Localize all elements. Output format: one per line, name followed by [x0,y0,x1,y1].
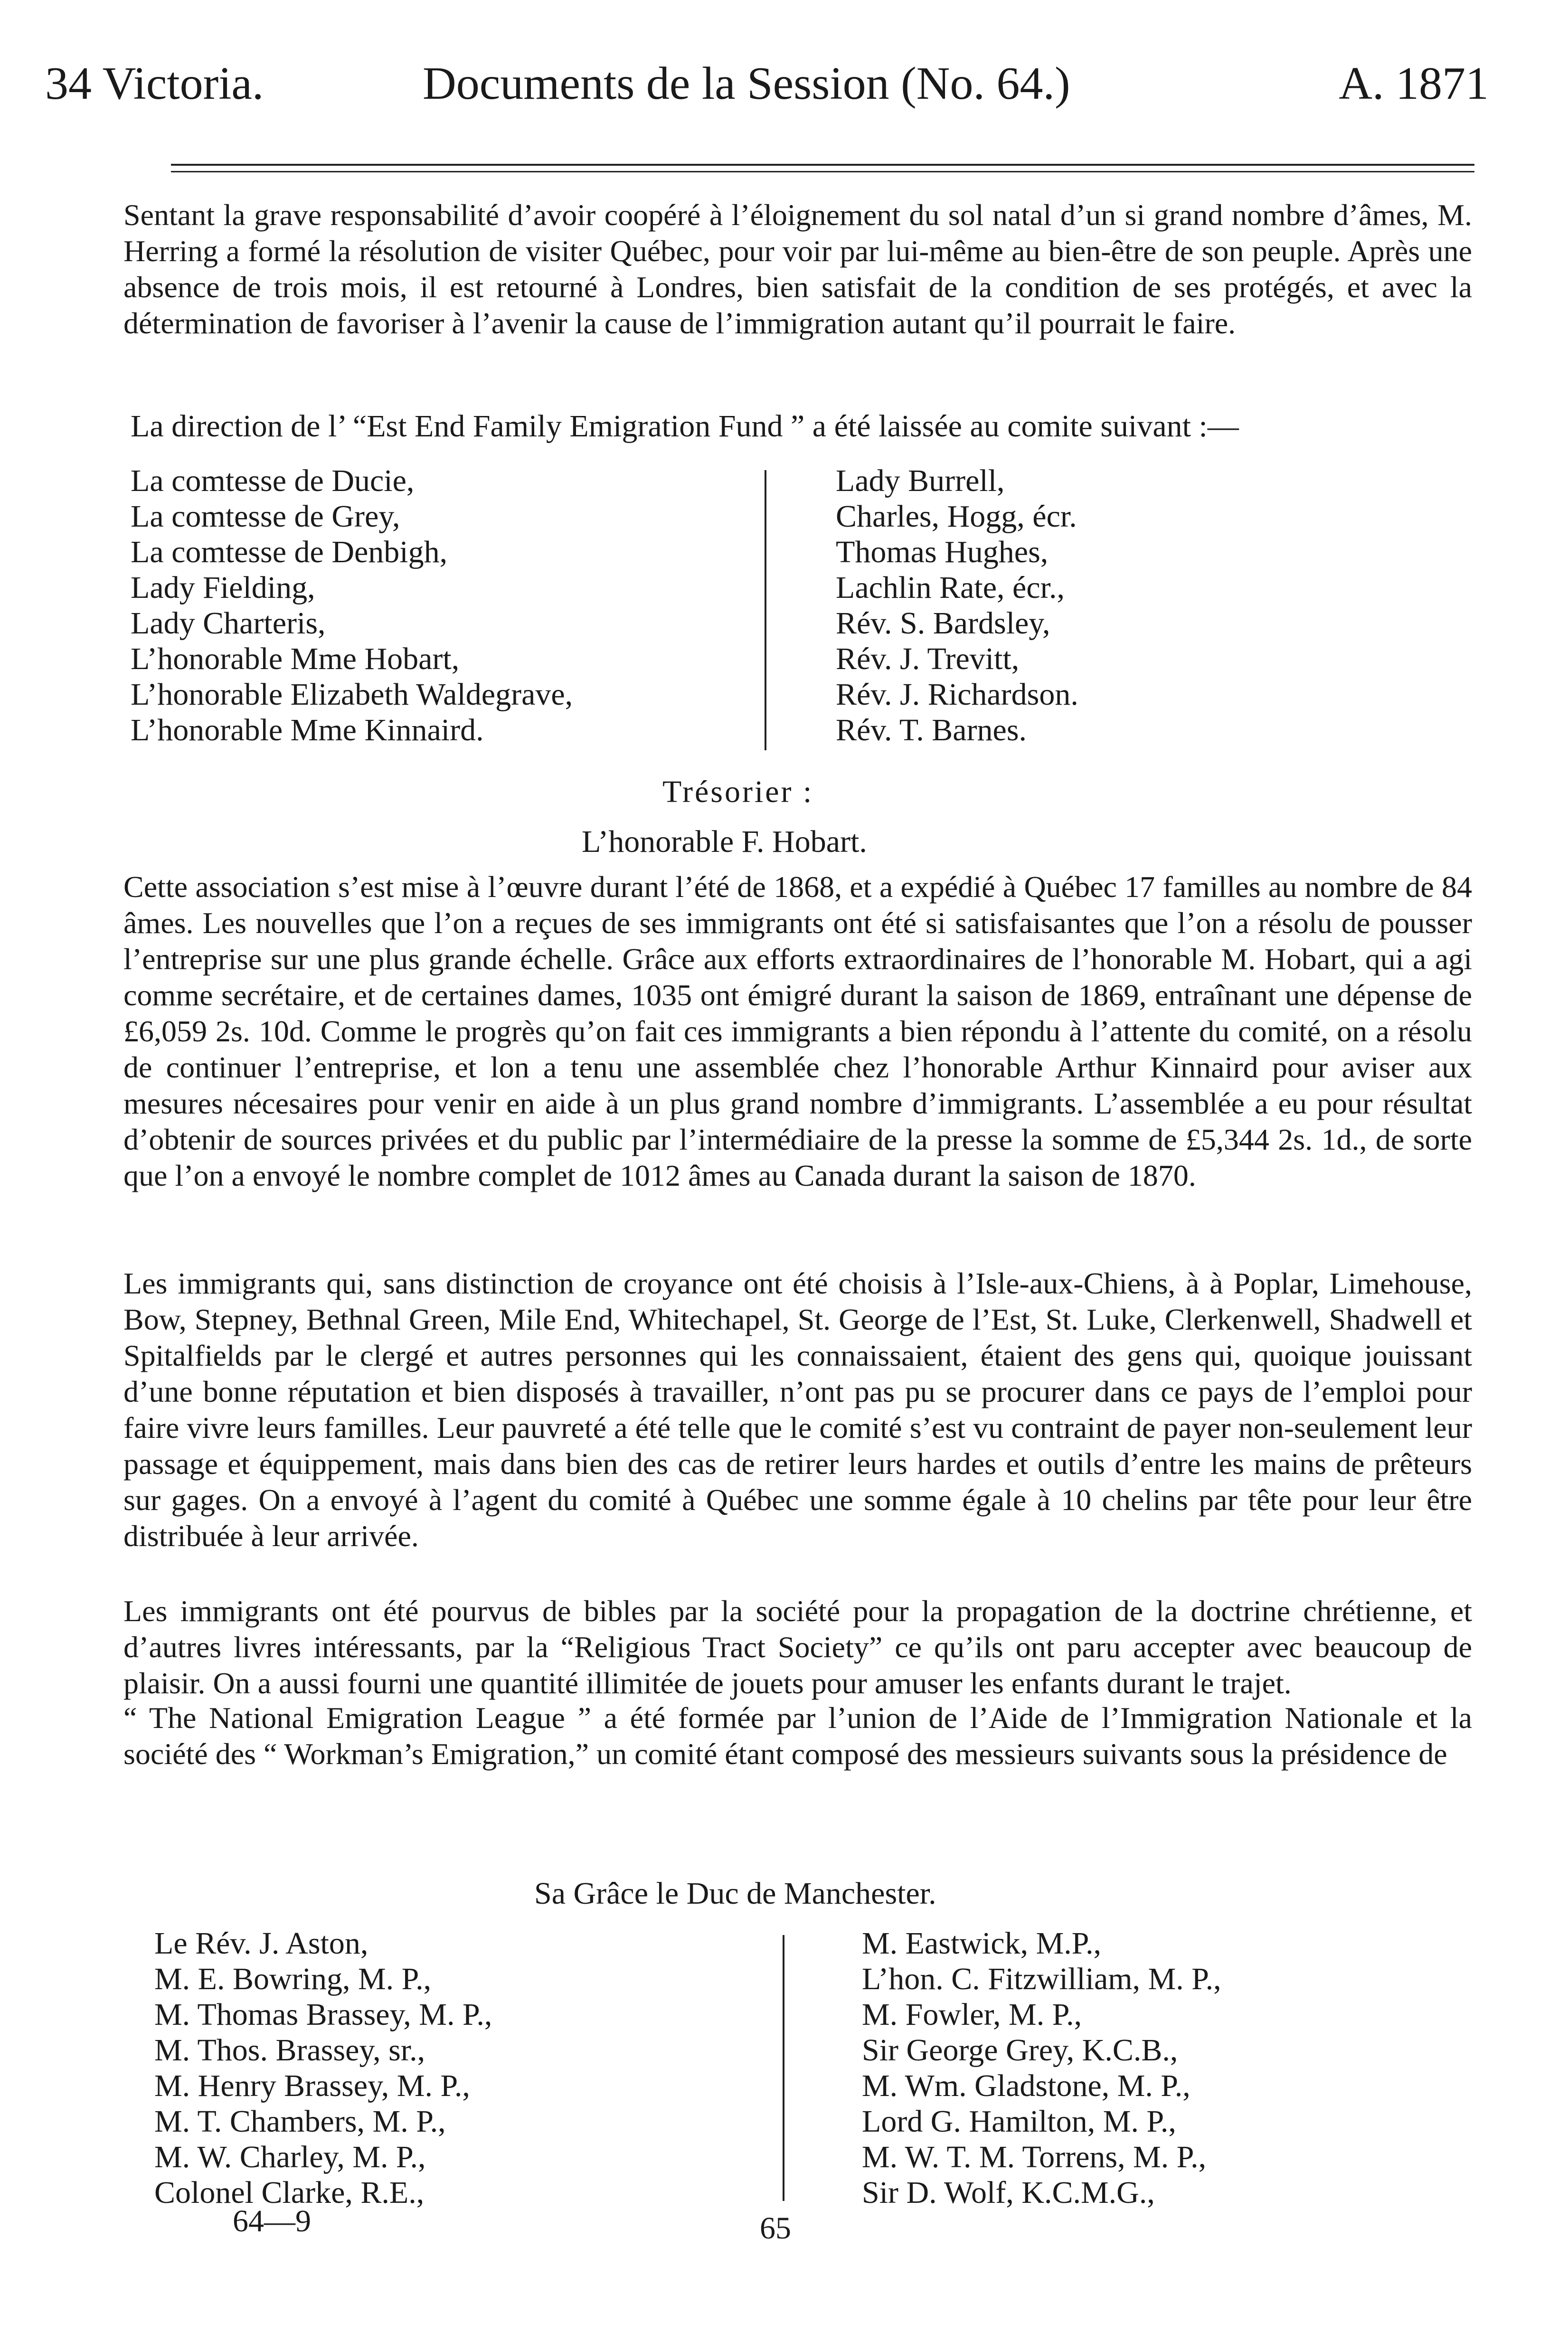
committee-intro: La direction de l’ “Est End Family Emigration Fund ” a été laissée au comite suivant :— [131,409,1239,444]
list-item: M. Wm. Gladstone, M. P., [862,2068,1190,2103]
president-line: Sa Grâce le Duc de Manchester. [534,1876,936,1911]
signature-code: 64—9 [233,2204,311,2238]
header-title: Documents de la Session (No. 64.) [423,58,1070,109]
header-left: 34 Victoria. [45,58,264,109]
list-item: Lord G. Hamilton, M. P., [862,2104,1176,2139]
league-right-list [862,1926,1221,2210]
list-item: M. T. Chambers, M. P., [154,2104,446,2139]
list-item: Lady Fielding, [131,570,315,605]
paragraph-bibles: Les immigrants ont été pourvus de bibles par la société pour la propagation de la doctrine chrétienne, et d’autres livres intéressants, par la “Religious Tract Society” ce qu’ils ont paru accepter avec beaucoup de plaisir. On a aussi fourni une quantité illimitée de jouets pour amuser les enfants durant le trajet. [123,1594,1472,1700]
paragraph-immigrants: Les immigrants qui, sans distinction de croyance ont été choisis à l’Isle-aux-Chiens, à à Poplar, Limehouse, Bow, Stepney, Bethnal Green, Mile End, Whitechapel, St. George de l’Est, St. Luke, Clerkenwell, Shadwell et Spitalfields par le clergé et autres personnes qui les connaissaient, étaient des gens qui, quoique jouissant d’une bonne réputation et bien disposés à travailler, n’ont pas pu se procurer dans ce pays de l’emploi pour faire vivre leurs familles. Leur pauvreté a été telle que le comité s’est vu contraint de payer non-seulement leur passage et équippement, mais dans bien des cas de retirer leurs hardes et outils d’entre les mains de prêteurs sur gages. On a envoyé à l’agent du comité à Québec une somme égale à 10 chelins par tête pour leur être distribuée à leur arrivée. [123,1266,1472,1553]
column-divider [765,470,766,750]
list-item: La comtesse de Grey, [131,499,400,534]
list-item: M. E. Bowring, M. P., [154,1962,432,1996]
list-item: Charles, Hogg, écr. [836,499,1077,534]
list-item: Le Rév. J. Aston, [154,1926,368,1961]
list-item: La comtesse de Denbigh, [131,535,448,569]
list-item: M. Fowler, M. P., [862,1997,1082,2032]
header-year: A. 1871 [1339,58,1489,109]
list-item: Lachlin Rate, écr., [836,570,1065,605]
committee-right-list [836,463,1078,748]
list-item: M. Eastwick, M.P., [862,1926,1102,1961]
list-item: La comtesse de Ducie, [131,463,415,498]
list-item: L’honorable Mme Kinnaird. [131,713,484,747]
page-header [45,57,1489,123]
treasurer-name: L’honorable F. Hobart. [582,824,867,859]
league-left-list [154,1926,492,2210]
list-item: Rév. J. Trevitt, [836,642,1020,676]
list-item: M. Henry Brassey, M. P., [154,2068,470,2103]
page-number: 65 [760,2211,791,2246]
list-item: M. W. T. M. Torrens, M. P., [862,2140,1207,2174]
list-item: Lady Burrell, [836,463,1005,498]
list-item: Sir D. Wolf, K.C.M.G., [862,2175,1155,2210]
paragraph-responsibility: Sentant la grave responsabilité d’avoir coopéré à l’éloignement du sol natal d’un si grand nombre d’âmes, M. Herring a formé la résolution de visiter Québec, pour voir par lui-même au bien-être de son peuple. Après une absence de trois mois, il est retourné à Londres, bien satisfait de la condition de ses protégés, et avec la détermination de favoriser à l’avenir la cause de l’immigration autant qu’il pourrait le faire. [123,198,1472,340]
treasurer-heading: Trésorier : [662,774,814,809]
paragraph-league: “ The National Emigration League ” a été formée par l’union de l’Aide de l’Immigration Nationale et la société des “ Workman’s Emigration,” un comité étant composé des messieurs suivants sous la présidence de [123,1701,1472,1771]
header-rule [171,164,1474,166]
list-item: L’hon. C. Fitzwilliam, M. P., [862,1962,1221,1996]
list-item: Colonel Clarke, R.E., [154,2175,425,2210]
list-item: Rév. T. Barnes. [836,713,1027,747]
list-item: Rév. S. Bardsley, [836,606,1050,641]
list-item: L’honorable Mme Hobart, [131,642,460,676]
list-item: M. W. Charley, M. P., [154,2140,426,2174]
list-item: Thomas Hughes, [836,535,1048,569]
paragraph-association: Cette association s’est mise à l’œuvre durant l’été de 1868, et a expédié à Québec 17 familles au nombre de 84 âmes. Les nouvelles que l’on a reçues de ses immigrants ont été si satisfaisantes que l’on a résolu de pousser l’entreprise sur une plus grande échelle. Grâce aux efforts extraordinaires de l’honorable M. Hobart, qui a agi comme secrétaire, et de certaines dames, 1035 ont émigré durant la saison de 1869, entraînant une dépense de £6,059 2s. 10d. Comme le progrès qu’on fait ces immigrants a bien répondu à l’attente du comité, on a résolu de continuer l’entreprise, et lon a tenu une assemblée chez l’honorable Arthur Kinnaird pour aviser aux mesures nécesaires pour venir en aide à un plus grand nombre d’immigrants. L’assemblée a eu pour résultat d’obtenir de sources privées et du public par l’intermédiaire de la presse la somme de £5,344 2s. 1d., de sorte que l’on a envoyé le nombre complet de 1012 âmes au Canada durant la saison de 1870. [123,870,1472,1192]
list-item: M. Thomas Brassey, M. P., [154,1997,492,2032]
column-divider [783,1935,784,2201]
header-rule-secondary [171,171,1474,172]
list-item: Sir George Grey, K.C.B., [862,2033,1178,2068]
list-item: Lady Charteris, [131,606,326,641]
list-item: L’honorable Elizabeth Waldegrave, [131,677,573,712]
list-item: Rév. J. Richardson. [836,677,1078,712]
committee-left-list [131,463,573,748]
list-item: M. Thos. Brassey, sr., [154,2033,425,2068]
